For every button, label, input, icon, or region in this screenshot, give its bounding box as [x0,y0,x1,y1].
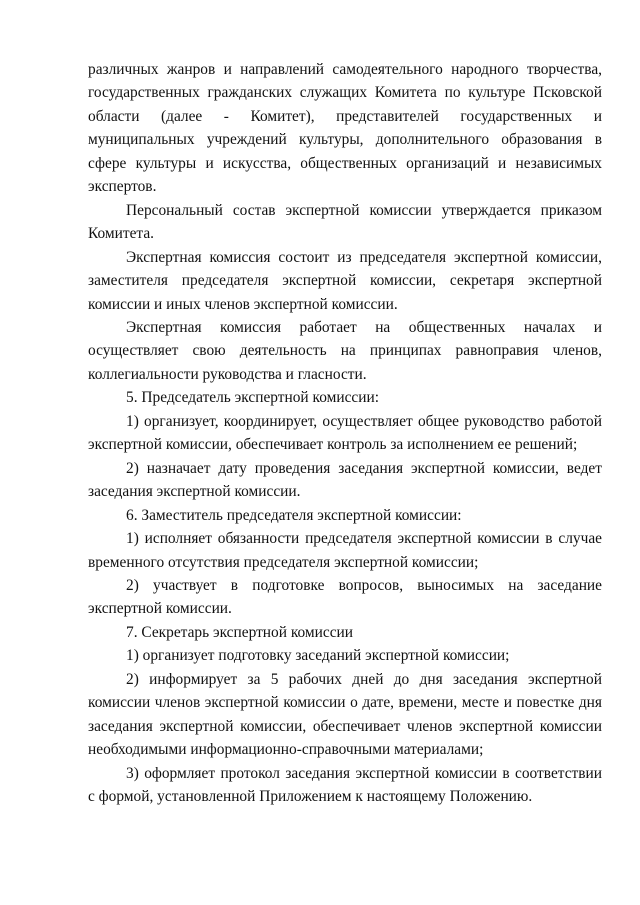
section-heading-chairman: 5. Председатель экспертной комиссии: [126,389,379,407]
paragraph-commission-structure: Экспертная комиссия состоит из председателя экспертной комиссии, заместителя председателя экспертной комиссии, секретаря экспертной комиссии и иных членов экспертной комиссии. [88,248,602,313]
section-heading-secretary: 7. Секретарь экспертной комиссии [126,623,354,641]
list-item-secretary-2: 2) информирует за 5 рабочих дней до дня заседания экспертной комиссии членов экспертной комиссии о дате, времени, месте и повестке дня заседания экспертной комиссии, обеспечивает членов экспертной комиссии необходимыми информационно-справочными материалами; [88,670,602,759]
list-item-deputy-2: 2) участвует в подготовке вопросов, выносимых на заседание экспертной комиссии. [88,576,602,618]
list-item-secretary-1: 1) организует подготовку заседаний экспертной комиссии; [126,647,510,665]
list-item-chairman-2: 2) назначает дату проведения заседания экспертной комиссии, ведет заседания экспертной комиссии. [88,459,602,501]
paragraph-personal-composition: Персональный состав экспертной комиссии утверждается приказом Комитета. [88,201,602,243]
paragraph-continuation: различных жанров и направлений самодеятельного народного творчества, государственных гражданских служащих Комитета по культуре Псковской области (далее - Комитет), представителей государственных и муниципальных учреждений культуры, дополнительного образования в сфере культуры и искусства, общественных организаций и независимых экспертов. [88,61,602,196]
section-heading-deputy-chairman: 6. Заместитель председателя экспертной комиссии: [126,506,462,524]
paragraph-commission-principles: Экспертная комиссия работает на общественных началах и осуществляет свою деятельность на принципах равноправия членов, коллегиальности руководства и гласности. [88,318,602,383]
document-body [88,58,602,809]
list-item-deputy-1: 1) исполняет обязанности председателя экспертной комиссии в случае временного отсутствия председателя экспертной комиссии; [88,530,602,571]
list-item-secretary-3: 3) оформляет протокол заседания экспертной комиссии в соответствии с формой, установленной Приложением к настоящему Положению. [88,764,602,806]
list-item-chairman-1: 1) организует, координирует, осуществляет общее руководство работой экспертной комиссии, обеспечивает контроль за исполнением ее решений; [88,412,602,454]
